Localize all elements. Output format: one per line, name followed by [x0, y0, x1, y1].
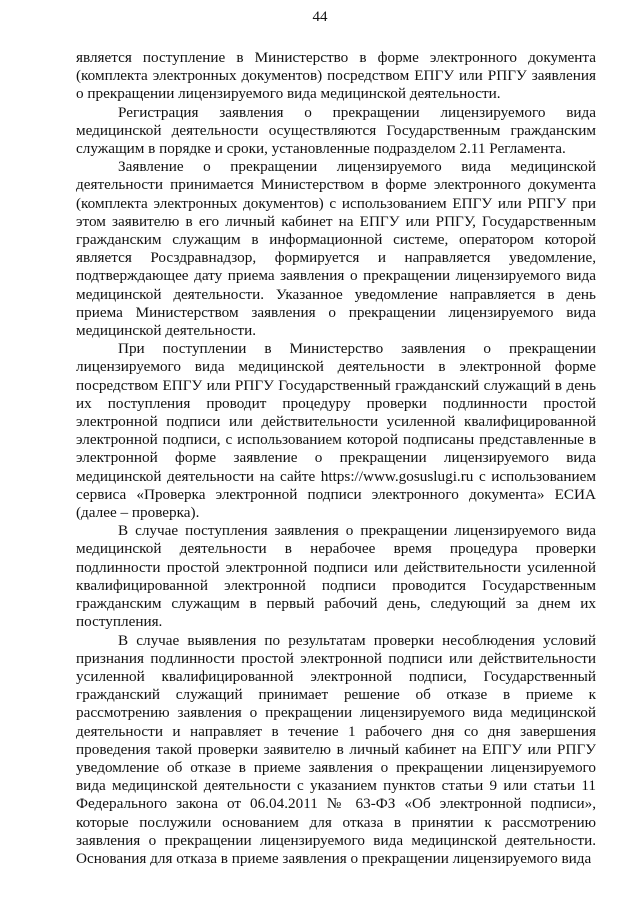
paragraph-nonworking-time: В случае поступления заявления о прекращении лицензируемого вида медицинской деятельности в нерабочее время процедура проверки подлинности простой электронной подписи или действительности усиленной квалифицированной электронной подписи проводится Государственным гражданским служащим в первый рабочий день, следующий за днем их поступления. — [76, 522, 596, 631]
paragraph-refusal: В случае выявления по результатам проверки несоблюдения условий признания подлинности простой электронной подписи или действительности усиленной квалифицированной электронной подписи, Государственный гражданский служащий принимает решение об отказе в приеме к рассмотрению заявления о прекращении лицензируемого вида медицинской деятельности и направляет в течение 1 рабочего дня со дня завершения проведения такой проверки заявителю в личный кабинет на ЕПГУ или РПГУ уведомление об отказе в приеме заявления о прекращении лицензируемого вида медицинской деятельности с указанием пунктов статьи 9 или статьи 11 Федерального закона от 06.04.2011 № 63-ФЗ «Об электронной подписи», которые послужили основанием для отказа в принятии к рассмотрению заявления о прекращении лицензируемого вида медицинской деятельности. Основания для отказа в приеме заявления о прекращении лицензируемого вида — [76, 631, 596, 867]
paragraph-registration: Регистрация заявления о прекращении лицензируемого вида медицинской деятельности осуществляются Государственным гражданским служащим в порядке и сроки, установленные подразделом 2.11 Регламента. — [76, 103, 596, 158]
paragraph-application-acceptance: Заявление о прекращении лицензируемого вида медицинской деятельности принимается Министерством в форме электронного документа (комплекта электронных документов) с использованием ЕПГУ или РПГУ при этом заявителю в его личный кабинет на ЕПГУ или РПГУ, Государственным гражданским служащим в информационной системе, оператором которой является Росздравнадзор, формируется и направляется уведомление, подтверждающее дату приема заявления о прекращении лицензируемого вида медицинской деятельности. Указанное уведомление направляется в день приема Министерством заявления о прекращении лицензируемого вида медицинской деятельности. — [76, 158, 596, 340]
paragraph-signature-check: При поступлении в Министерство заявления о прекращении лицензируемого вида медицинской деятельности в электронной форме посредством ЕПГУ или РПГУ Государственный гражданский служащий в день их поступления проводит процедуру проверки подлинности простой электронной подписи или действительности усиленной квалифицированной электронной подписи, с использованием которой подписаны представленные в электронной форме заявление о прекращении лицензируемого вида медицинской деятельности на сайте https://www.gosuslugi.ru с использованием сервиса «Проверка электронной подписи электронного документа» ЕСИА (далее – проверка). — [76, 340, 596, 522]
page-number: 44 — [312, 9, 328, 25]
body-text — [76, 49, 596, 868]
paragraph-continuation: является поступление в Министерство в форме электронного документа (комплекта электронных документов) посредством ЕПГУ или РПГУ заявления о прекращении лицензируемого вида медицинской деятельности. — [76, 49, 596, 103]
